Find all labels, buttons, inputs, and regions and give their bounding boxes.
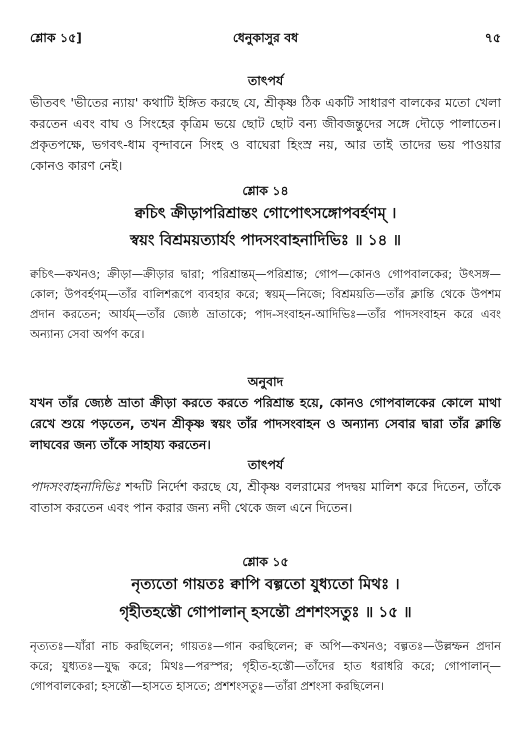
verse-14-purport-heading: তাৎপর্য — [247, 457, 284, 472]
verse-14-translation: যখন তাঁর জ্যেষ্ঠ ভ্রাতা ক্রীড়া করতে করতে পরিশ্রান্ত হয়ে, কোনও গোপবালকের কোলে মাথা রেখে শুয়ে পড়তেন, তখন শ্রীকৃষ্ণ স্বয়ং তাঁর পাদসংবাহন ও অন্যান্য সেবার দ্বারা তাঁর ক্লান্তি লাঘবের জন্য তাঁকে সাহায্য করতেন। — [30, 395, 501, 452]
verse-14-line-2: স্বয়ং বিশ্রময়ত্যার্যং পাদসংবাহনাদিভিঃ ॥ ১৪ ॥ — [129, 231, 402, 249]
verse-15-line-2: গৃহীতহস্তৌ গোপালান্ হসন্তৌ প্রশশংসতুঃ ॥ ১৫ ॥ — [119, 603, 412, 621]
header-page-number: ৭৫ — [484, 30, 501, 45]
purport-lead-term: পাদসংবাহনাদিভিঃ — [30, 479, 121, 494]
purport-text: ভীতবৎ 'ভীতের ন্যায়' কথাটি ইঙ্গিত করছে যে, শ্রীকৃষ্ণ ঠিক একটি সাধারণ বালকের মতো খেলা করতেন এবং বাঘ ও সিংহের কৃত্রিম ভয়ে ছোট ছোট বন্য জীবজন্তুদের সঙ্গে দৌড়ে পালাতেন। প্রকৃতপক্ষে, ভগবৎ-ধাম বৃন্দাবনে সিংহ ও বাঘেরা হিংস্র নয়, আর তাই তাদের ভয় পাওয়ার কোনও কারণ নেই। — [30, 95, 501, 173]
verse-14-synonyms: ক্বচিৎ—কখনও; ক্রীড়া—ক্রীড়ার দ্বারা; পরিশ্রান্তম্—পরিশ্রান্ত; গোপ—কোনও গোপবালকের; উৎসঙ্গ—কোল; উপবর্হণম্—তাঁর বালিশরূপে ব্যবহার করে; স্বয়ম্—নিজে; বিশ্রময়তি—তাঁর ক্লান্তি থেকে উপশম প্রদান করতেন; আর্যম্—তাঁর জ্যেষ্ঠ ভ্রাতাকে; পাদ-সংবাহন-আদিভিঃ—তাঁর পাদসংবাহন করে এবং অন্যান্য সেবা অর্পণ করে। — [30, 267, 501, 341]
verse-14-purport — [30, 476, 501, 518]
verse-14-line-1: ক্বচিৎ ক্রীড়াপরিশ্রান্তং গোপোৎসঙ্গোপবর্হণম্ । — [134, 204, 397, 222]
translation-heading: অনুবাদ — [247, 374, 284, 389]
verse-15-heading: শ্লোক ১৫ — [242, 554, 289, 569]
verse-15-synonyms: নৃত্যতঃ—যাঁরা নাচ করছিলেন; গায়তঃ—গান করছিলেন; ক্ব অপি—কখনও; বল্গতঃ—উল্লম্ফন প্রদান করে; যুধ্যতঃ—যুদ্ধ করে; মিথঃ—পরস্পর; গৃহীত-হস্তৌ—তাঁদের হাত ধরাধরি করে; গোপালান্—গোপবালকেরা; হসন্তৌ—হাসতে হাসতে; প্রশশংসতুঃ—তাঁরা প্রশংসা করছিলেন। — [30, 639, 501, 693]
purport-heading: তাৎপর্য — [247, 73, 284, 88]
verse-14-heading: শ্লোক ১৪ — [242, 183, 289, 198]
page-header — [30, 30, 501, 50]
purport-body: শব্দটি নির্দেশ করছে যে, শ্রীকৃষ্ণ বলরামের পদদ্বয় মালিশ করে দিতেন, তাঁকে বাতাস করতেন এবং পান করার জন্য নদী থেকে জল এনে দিতেন। — [30, 479, 501, 515]
header-verse-ref: শ্লোক ১৫] — [30, 30, 82, 45]
header-chapter-title: ধেনুকাসুর বধ — [232, 30, 299, 45]
verse-15-line-1: নৃত্যতো গায়তঃ ক্বাপি বল্গতো যুধ্যতো মিথঃ । — [131, 575, 400, 593]
